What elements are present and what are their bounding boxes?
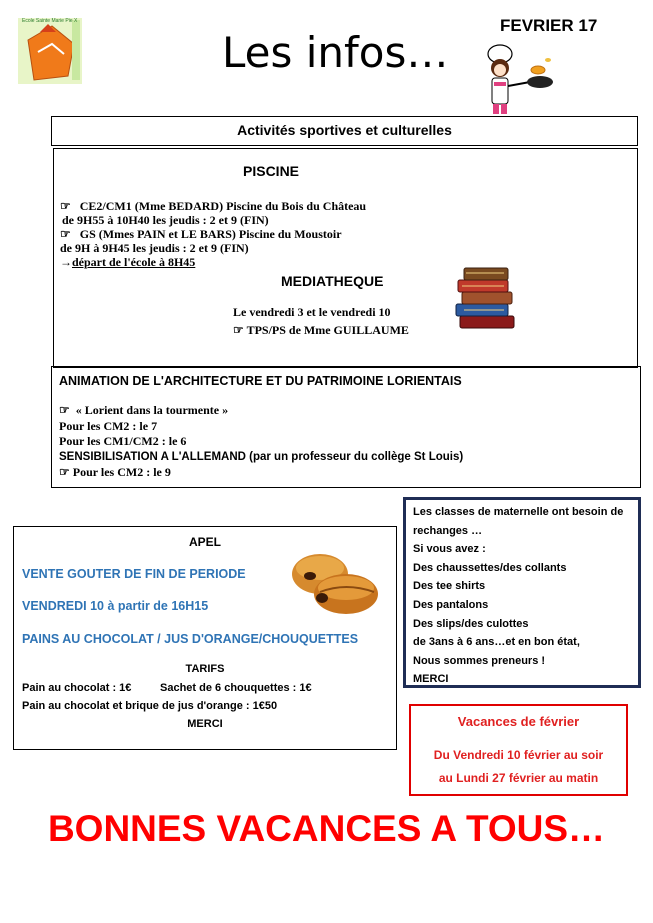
piscine-line-1: ☞ CE2/CM1 (Mme BEDARD) Piscine du Bois du Château (60, 199, 367, 213)
mediatheque-line-2: ☞ TPS/PS de Mme GUILLAUME (233, 323, 409, 337)
apel-price-3: Pain au chocolat et brique de jus d'orange : 1€50 (22, 700, 278, 712)
animation-line-3: Pour les CM1/CM2 : le 6 (59, 434, 187, 448)
maternelle-line: MERCI (413, 673, 449, 686)
issue-date: FEVRIER 17 (500, 16, 598, 35)
apel-price-1: Pain au chocolat : 1€ (22, 682, 132, 694)
school-logo (18, 18, 82, 84)
vacances-line-2: au Lundi 27 février au matin (438, 771, 599, 785)
apel-merci: MERCI (187, 718, 223, 730)
apel-line-1: VENTE GOUTER DE FIN DE PERIODE (22, 567, 246, 581)
animation-line-4: SENSIBILISATION A L'ALLEMAND (par un professeur du collège St Louis) (59, 450, 464, 463)
logo-text: Ecole Sainte Marie Pie X (22, 18, 78, 24)
vacances-title: Vacances de février (457, 714, 580, 729)
piscine-details (60, 199, 480, 269)
maternelle-line: Si vous avez : (413, 543, 486, 556)
page-title: Les infos… (222, 28, 449, 77)
animation-heading: ANIMATION DE L'ARCHITECTURE ET DU PATRIMOINE LORIENTAIS (59, 374, 462, 388)
piscine-line-4: de 9H à 9H45 les jeudis : 2 et 9 (FIN) (60, 241, 249, 255)
piscine-line-5: →départ de l'école à 8H45 (60, 255, 196, 269)
mediatheque-heading: MEDIATHEQUE (281, 273, 384, 289)
activities-title: Activités sportives et culturelles (237, 122, 452, 138)
hand-pointer-icon: ☞ (59, 465, 70, 479)
hand-pointer-icon: ☞ (60, 199, 71, 213)
maternelle-line: de 3ans à 6 ans…et en bon état, (413, 636, 580, 649)
hand-pointer-icon: ☞ (60, 227, 71, 241)
arrow-right-icon: → (60, 255, 72, 269)
mediatheque-line-1: Le vendredi 3 et le vendredi 10 (233, 305, 391, 319)
maternelle-line: Des pantalons (413, 598, 489, 611)
piscine-line-3: ☞ GS (Mmes PAIN et LE BARS) Piscine du Moustoir (60, 227, 342, 241)
animation-details (59, 403, 619, 481)
maternelle-line: rechanges … (413, 524, 483, 537)
piscine-line-2: de 9H55 à 10H40 les jeudis : 2 et 9 (FIN) (62, 213, 269, 227)
chef-illustration (470, 42, 560, 120)
hand-pointer-icon: ☞ (233, 323, 244, 337)
animation-line-2: Pour les CM2 : le 7 (59, 418, 158, 433)
apel-heading: APEL (188, 535, 221, 549)
maternelle-text (413, 503, 638, 689)
maternelle-line: Des slips/des culottes (413, 617, 529, 630)
maternelle-line: Des chaussettes/des collants (413, 561, 567, 574)
apel-tarifs: TARIFS (185, 663, 225, 675)
pain-au-chocolat-illustration (290, 546, 382, 618)
books-illustration (452, 264, 520, 336)
animation-line-1: ☞ « Lorient dans la tourmente » (59, 403, 229, 417)
bonnes-vacances-footer: BONNES VACANCES A TOUS… (47, 808, 606, 849)
maternelle-line: Nous sommes preneurs ! (413, 654, 546, 667)
piscine-heading: PISCINE (243, 163, 300, 179)
maternelle-line: Des tee shirts (413, 580, 486, 593)
apel-line-2: VENDREDI 10 à partir de 16H15 (22, 599, 209, 613)
vacances-line-1: Du Vendredi 10 février au soir (433, 748, 604, 762)
maternelle-line: Les classes de maternelle ont besoin de (413, 506, 624, 518)
hand-pointer-icon: ☞ (59, 403, 70, 417)
animation-line-5: ☞ Pour les CM2 : le 9 (59, 465, 171, 479)
apel-price-2: Sachet de 6 chouquettes : 1€ (160, 682, 312, 694)
apel-line-3: PAINS AU CHOCOLAT / JUS D'ORANGE/CHOUQUETTES (22, 632, 359, 646)
